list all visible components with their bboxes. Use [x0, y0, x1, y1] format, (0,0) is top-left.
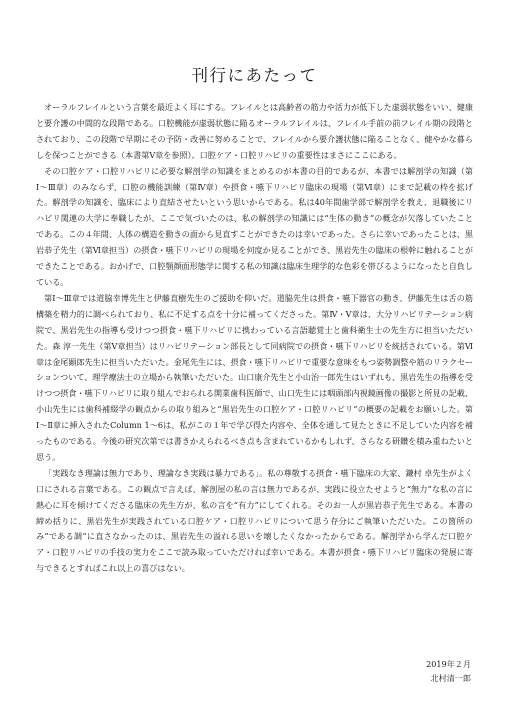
paragraph: その口腔ケア・口腔リハビリに必要な解剖学の知識をまとめるのが本書の目的であるが、本書では解剖学の知識（第Ⅰ〜Ⅲ章）のみならず、口腔の機能訓練（第Ⅳ章）や摂食・嚥下リハビリ臨床の現場（第Ⅵ章）にまで記載の枠を拡げた。解剖学の知識を、臨床により直結させたいという思いからである。私は40年間歯学部で解剖学を教え、退職後にリハビリ関連の大学に奉職したが、ここで気づいたのは、私の解剖学の知識には“生体の動き”の概念が欠落していたことである。この４年間、人体の構造を動きの面から見直すことができたのは幸いであった。さらに幸いであったことは、黒岩恭子先生（第Ⅵ章担当）の摂食・嚥下リハビリの現場を何度か見ることができ、黒岩先生の臨床の根幹に触れることができたことである。おかげで、口腔顎顔面形態学に関する私の知識は臨床生理学的な色彩を帯びるようになったと自負している。	[36, 165, 473, 287]
preface-body	[36, 100, 473, 577]
paragraph: オーラルフレイルという言葉を最近よく耳にする。フレイルとは高齢者の筋力や活力が低下した虚弱状態をいい、健康と要介護の中間的な段階である。口腔機能が虚弱状態に陥るオーラルフレイルは、フレイル手前の前フレイル期の段階とされており、この段階で早期にその予防・改善に努めることで、フレイルから要介護状態に陥ることなく、健やかな暮らしを保つことができる（本書第Ⅴ章を参照）。口腔ケア・口腔リハビリの重要性はまさにここにある。	[36, 102, 473, 160]
signature-author: 北村清一郎	[430, 673, 471, 683]
signature-date: 2019年２月	[426, 659, 471, 669]
page-title: 刊行にあたって	[191, 66, 318, 85]
signature-block	[426, 657, 471, 685]
paragraph: 第Ⅰ〜Ⅲ章では道脇幸博先生と伊藤直樹先生のご援助を仰いだ。道脇先生は摂食・嚥下器官の動き、伊藤先生は舌の筋構築を精力的に調べられており、私に不足する点を十分に補ってくださった。第Ⅳ・Ⅴ章は、大分リハビリテーション病院で、黒岩先生の指導も受けつつ摂食・嚥下リハビリに携わっている言語聴覚士と歯科衛生士の先生方に担当いただいた。森 淳一先生（第Ⅴ章担当）はリハビリテーション部長として同病院での摂食・嚥下リハビリを統括されている。第Ⅵ章は金尾顕郎先生に担当いただいた。金尾先生には、摂食・嚥下リハビリで重要な意味をもつ姿勢調整や筋のリラクセーションついて、理学療法士の立場から執筆いただいた。山口康介先生と小山治一郎先生はいずれも、黒岩先生の指導を受けつつ摂食・嚥下リハビリに取り組んでおられる開業歯科医師で、山口先生には咽頭部内視鏡画像の撮影と所見の記載、小山先生には歯科補綴学の観点からの取り組みと“黒岩先生の口腔ケア・口腔リハビリ”の概要の記載をお願いした。第Ⅰ〜Ⅱ章に挿入されたColumn 1〜6は、私がこの１年で学び得た内容や、全体を通して見たときに不足していた内容を補ったものである。今後の研究次第では書きかえられるべき点も含まれているかもしれず、さらなる研鑽を積み重ねたいと思う。	[36, 292, 473, 462]
paragraph: 「実践なき理論は無力であり、理論なき実践は暴力である」。私の尊敬する摂食・嚥下臨床の大家、鎌村 卓先生がよく口にされる言葉である。この観点で言えば、解剖屋の私の言は無力であるが、実践に役立たせようと“無力”な私の言に熱心に耳を傾けてくださる臨床の先生方が、私の言を“有力”にしてくれる。そのお一人が黒岩恭子先生である。本書の締め括りに、黒岩先生が実践されている口腔ケア・口腔リハビリについて思う存分にご執筆いただいた。この箇所のみ“である調”に直さなかったのは、黒岩先生の溢れる思いを壊したくなかったからである。解剖学から学んだ口腔ケア・口腔リハビリの手技の実力をここで読み取っていただければ幸いである。本書が摂食・嚥下リハビリ臨床の発展に寄与できるとすればこれ以上の喜びはない。	[36, 467, 473, 574]
